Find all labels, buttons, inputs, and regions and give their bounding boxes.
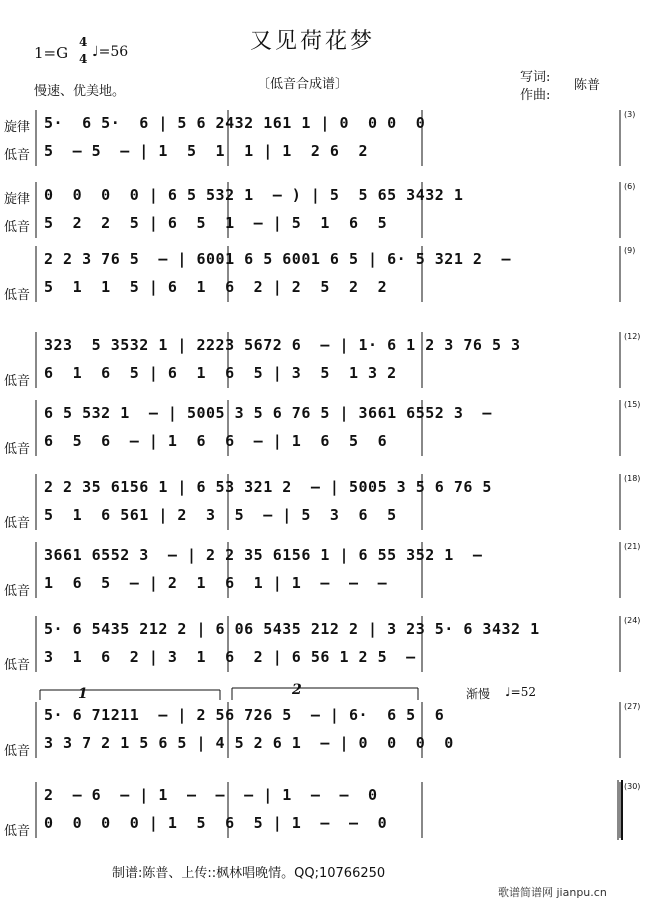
time-top: 4 (79, 35, 88, 49)
part-label-bass: 低音 (4, 442, 31, 457)
lyricist-label: 写词: (520, 70, 551, 85)
part-label-bass: 低音 (4, 516, 31, 531)
measure-number: (15) (624, 400, 641, 409)
measure-number: (30) (624, 782, 641, 791)
measure-number: (18) (624, 474, 641, 483)
part-label-bass: 低音 (4, 288, 31, 303)
part-label-bass: 低音 (4, 584, 31, 599)
lower-voice-notes: 3 1 6 2 | 3 1 6 2 | 6 56 1 2 5 – (44, 648, 416, 666)
composer-name: 陈普 (574, 78, 601, 93)
footer-credits: 制谱:陈普、上传::枫林唱晚情。QQ;10766250 (112, 866, 386, 881)
measure-number: (24) (624, 616, 641, 625)
upper-voice-notes: 3661 6552 3 – | 2 2 35 6156 1 | 6 55 352 1 – (44, 546, 483, 564)
part-label-bass: 低音 (4, 658, 31, 673)
lower-voice-notes: 6 5 6 – | 1 6 6 – | 1 6 5 6 (44, 432, 388, 450)
measure-number: (6) (624, 182, 636, 191)
measure-number: (9) (624, 246, 636, 255)
measure-number: (3) (624, 110, 636, 119)
part-label-melody: 旋律 (4, 120, 31, 135)
volta-1-number: 1 (78, 686, 88, 702)
upper-voice-notes: 2 2 3 76 5 – | 6001 6 5 6001 6 5 | 6· 5 321 2 – (44, 250, 512, 268)
lower-voice-notes: 1 6 5 – | 2 1 6 1 | 1 – – – (44, 574, 388, 592)
measure-number: (21) (624, 542, 641, 551)
part-label-bass: 低音 (4, 744, 31, 759)
upper-voice-notes: 2 – 6 – | 1 – – – | 1 – – 0 (44, 786, 378, 804)
lower-voice-notes: 5 2 2 5 | 6 5 1 – | 5 1 6 5 (44, 214, 388, 232)
part-label-melody: 旋律 (4, 192, 31, 207)
upper-voice-notes: 6 5 532 1 – | 5005 3 5 6 76 5 | 3661 6552 3 – (44, 404, 492, 422)
tempo-change-text: 渐慢 (466, 687, 491, 701)
tempo-change-value: ♩=52 (505, 685, 536, 699)
measure-number: (12) (624, 332, 641, 341)
upper-voice-notes: 323 5 3532 1 | 2223 5672 6 – | 1· 6 1 2 3 76 5 3 (44, 336, 521, 354)
measure-number: (27) (624, 702, 641, 711)
page-title: 又见荷花梦 (250, 29, 376, 54)
key-signature: 1=G (34, 44, 69, 62)
lower-voice-notes: 5 – 5 – | 1 5 1 1 | 1 2 6 2 (44, 142, 369, 160)
upper-voice-notes: 5· 6 5· 6 | 5 6 2432 161 1 | 0 0 0 0 (44, 114, 426, 132)
upper-voice-notes: 2 2 35 6156 1 | 6 53 321 2 – | 5005 3 5 6 76 5 (44, 478, 492, 496)
lower-voice-notes: 5 1 6 561 | 2 3 5 – | 5 3 6 5 (44, 506, 397, 524)
lower-voice-notes: 0 0 0 0 | 1 5 6 5 | 1 – – 0 (44, 814, 388, 832)
volta-2-number: 2 (292, 682, 302, 698)
part-label-bass: 低音 (4, 824, 31, 839)
lower-voice-notes: 3 3 7 2 1 5 6 5 | 4 5 2 6 1 – | 0 0 0 0 (44, 734, 454, 752)
part-label-bass: 低音 (4, 220, 31, 235)
watermark: 歌谱简谱网 jianpu.cn (498, 886, 607, 899)
tempo-mark: ♩=56 (92, 44, 129, 60)
lower-voice-notes: 6 1 6 5 | 6 1 6 5 | 3 5 1 3 2 (44, 364, 397, 382)
subtitle: 〔低音合成谱〕 (257, 77, 349, 92)
part-label-bass: 低音 (4, 374, 31, 389)
expression-mark: 慢速、优美地。 (34, 84, 126, 99)
upper-voice-notes: 5· 6 71211 – | 2 56 726 5 – | 6· 6 5 6 (44, 706, 445, 724)
lower-voice-notes: 5 1 1 5 | 6 1 6 2 | 2 5 2 2 (44, 278, 388, 296)
part-label-bass: 低音 (4, 148, 31, 163)
time-bottom: 4 (79, 52, 88, 66)
upper-voice-notes: 0 0 0 0 | 6 5 532 1 – ) | 5 5 65 3432 1 (44, 186, 464, 204)
composer-label: 作曲: (520, 88, 551, 103)
upper-voice-notes: 5· 6 5435 212 2 | 6 06 5435 212 2 | 3 23 5· 6 3432 1 (44, 620, 540, 638)
